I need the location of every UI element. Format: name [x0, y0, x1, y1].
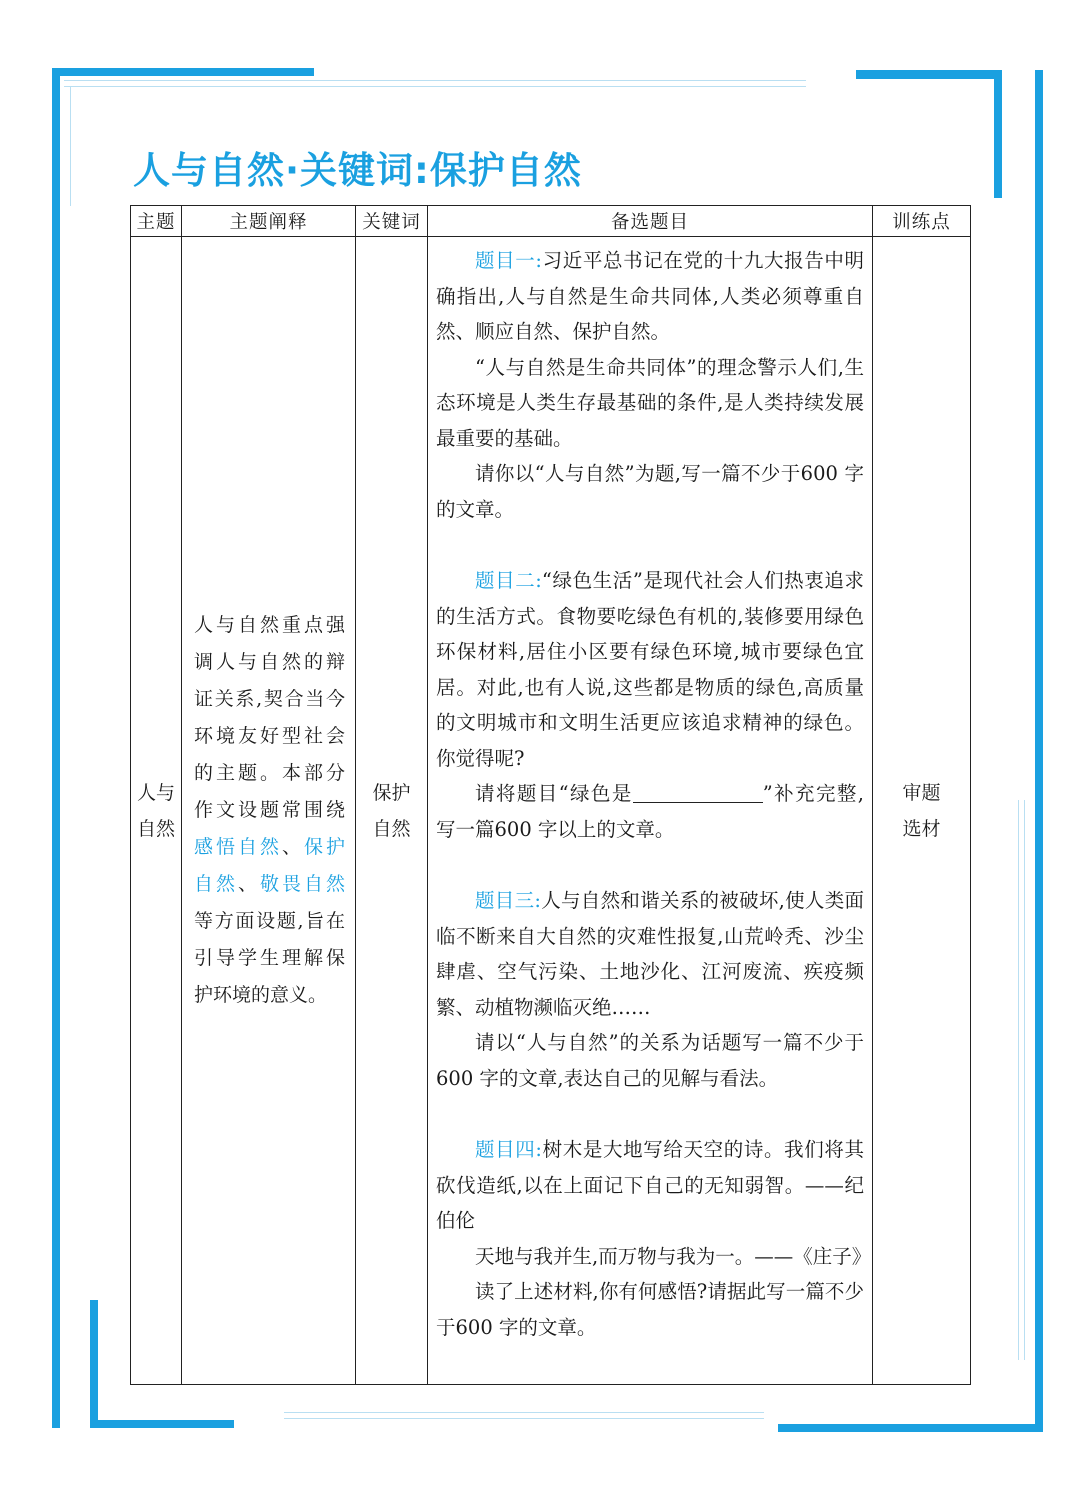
question-label: 题目二: — [475, 569, 542, 592]
topic-line: 自然 — [136, 817, 175, 840]
question-text: 请以“人与自然”的关系为话题写一篇不少于600 字的文章,表达自己的见解与看法。 — [436, 1031, 864, 1090]
frame-thin-line — [70, 86, 71, 206]
question-text: “绿色生活”是现代社会人们热衷追求的生活方式。食物要吃绿色有机的,装修要用绿色环保材料,居住小区要有绿色环境,城市要绿色宜居。对此,也有人说,这些都是物质的绿色,高质量的文明城市和文明生活更应该追求精神的绿色。你觉得呢? — [436, 569, 864, 770]
frame-top-left-horizontal — [52, 68, 314, 76]
highlight-text: 感悟自然 — [194, 836, 282, 858]
training-point-line: 选材 — [902, 817, 941, 840]
training-point-line: 审题 — [902, 781, 941, 804]
frame-thin-line — [64, 80, 806, 81]
question-4 — [436, 1132, 872, 1345]
question-text: 人与自然和谐关系的被破坏,使人类面临不断来自大自然的灾难性报复,山荒岭秃、沙尘肆虐、空气污染、土地沙化、江河废流、疾疫频繁、动植物濒临灭绝…… — [436, 889, 864, 1019]
question-text: 树木是大地写给天空的诗。我们将其砍伐造纸,以在上面记下自己的无知弱智。——纪伯伦 — [436, 1138, 864, 1232]
frame-bottom-right-horizontal — [778, 1424, 1043, 1432]
highlight-text: 保护自然 — [194, 836, 345, 895]
header-questions: 备选题目 — [428, 206, 873, 237]
frame-thin-line — [64, 86, 806, 87]
frame-top-right-vertical — [994, 70, 1002, 198]
table-row — [131, 237, 971, 1385]
question-label: 题目一: — [475, 249, 542, 272]
question-label: 题目三: — [475, 889, 541, 912]
frame-thin-line — [284, 1418, 764, 1419]
question-text: “人与自然是生命共同体”的理念警示人们,生态环境是人类生存最基础的条件,是人类持续发展最重要的基础。 — [436, 355, 864, 450]
separator: 、 — [281, 836, 304, 858]
frame-bottom-left-horizontal — [90, 1420, 234, 1428]
cell-explanation — [182, 237, 356, 1385]
frame-thin-line — [1018, 800, 1019, 1360]
frame-left-vertical — [52, 68, 60, 1428]
topic-line: 人与 — [136, 781, 175, 804]
question-text: ”补充完整,写一篇600 字以上的文章。 — [436, 782, 864, 841]
header-training-point: 训练点 — [873, 206, 971, 237]
frame-right-vertical — [1035, 70, 1043, 1432]
question-text: 读了上述材料,你有何感悟?请据此写一篇不少于600 字的文章。 — [436, 1280, 864, 1339]
keyword-line: 自然 — [372, 817, 411, 840]
fill-in-blank — [633, 783, 763, 804]
cell-questions — [428, 237, 873, 1385]
header-explanation: 主题阐释 — [182, 206, 356, 237]
question-3 — [436, 883, 864, 1096]
topic-table — [130, 205, 971, 1385]
frame-thin-line — [284, 1412, 764, 1413]
question-text: 请你以“人与自然”为题,写一篇不少于600 字的文章。 — [436, 462, 864, 521]
cell-topic — [131, 237, 182, 1385]
frame-bottom-left-vertical — [90, 1300, 98, 1428]
question-text: 习近平总书记在党的十九大报告中明确指出,人与自然是生命共同体,人类必须尊重自然、顺应自然、保护自然。 — [436, 249, 864, 343]
separator: 、 — [238, 873, 260, 895]
highlight-text: 敬畏自然 — [260, 873, 345, 895]
header-keyword: 关键词 — [356, 206, 428, 237]
header-topic: 主题 — [131, 206, 182, 237]
page-title: 人与自然·关键词:保护自然 — [133, 149, 582, 192]
question-2 — [436, 563, 864, 847]
frame-thin-line — [1024, 800, 1025, 1360]
question-text: 天地与我并生,而万物与我为一。——《庄子》 — [475, 1244, 872, 1268]
frame-top-right-horizontal — [856, 70, 1002, 79]
question-text: 请将题目“绿色是 — [475, 782, 633, 805]
keyword-line: 保护 — [372, 781, 411, 804]
question-label: 题目四: — [475, 1138, 542, 1161]
explanation-text: 人与自然重点强调人与自然的辩证关系,契合当今环境友好型社会的主题。本部分作文设题常围绕 — [194, 614, 345, 821]
question-1 — [436, 243, 864, 527]
cell-keyword — [356, 237, 428, 1385]
cell-training-point — [873, 237, 971, 1385]
table-header-row — [131, 206, 971, 237]
explanation-text: 等方面设题,旨在引导学生理解保护环境的意义。 — [194, 910, 345, 1006]
